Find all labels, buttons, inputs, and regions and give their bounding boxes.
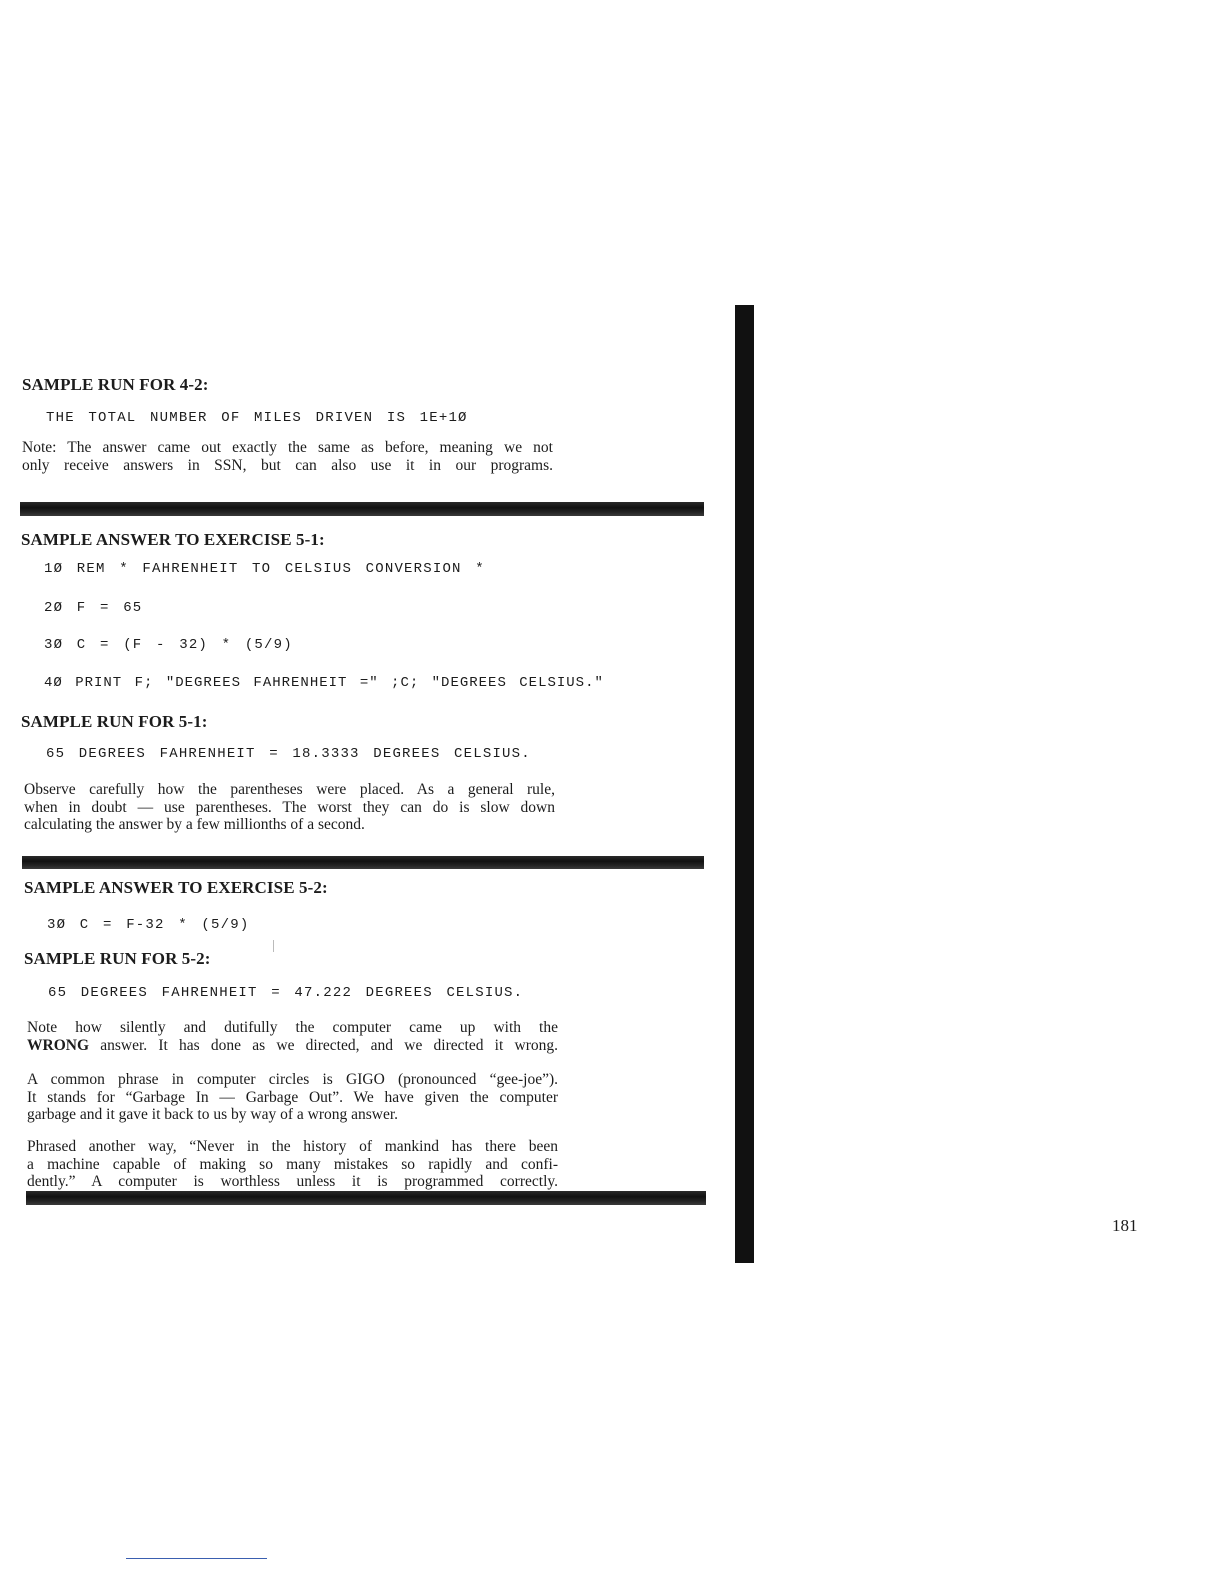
footer-rule bbox=[126, 1558, 267, 1559]
mistakes-line-3: dently.” A computer is worthless unless it is programmed correctly. bbox=[27, 1173, 558, 1190]
section-divider-2 bbox=[22, 856, 704, 869]
parentheses-paragraph bbox=[24, 781, 555, 834]
output-run-5-2: 65 DEGREES FAHRENHEIT = 47.222 DEGREES CELSIUS. bbox=[48, 985, 524, 1001]
section-divider-1 bbox=[20, 502, 704, 516]
section-divider-3 bbox=[26, 1191, 706, 1205]
note-text-1: The answer came out exactly the same as before, meaning we not bbox=[67, 439, 553, 456]
vertical-margin-rule bbox=[735, 305, 754, 1263]
paren-line-2: when in doubt — use parentheses. The worst they can do is slow down bbox=[24, 798, 555, 816]
note-paragraph bbox=[22, 439, 553, 474]
wrong-emphasis: WRONG bbox=[27, 1036, 89, 1054]
stray-mark bbox=[273, 940, 274, 952]
code-line-30-wrong: 3Ø C = F-32 * (5/9) bbox=[47, 917, 250, 933]
mistakes-paragraph bbox=[27, 1138, 558, 1191]
heading-sample-run-4-2: SAMPLE RUN FOR 4-2: bbox=[22, 375, 209, 394]
note-line-1 bbox=[22, 439, 553, 457]
note-line-2: only receive answers in SSN, but can also use it in our programs. bbox=[22, 456, 553, 474]
heading-sample-run-5-1: SAMPLE RUN FOR 5-1: bbox=[21, 712, 208, 731]
wrong-line-2 bbox=[27, 1037, 558, 1055]
gigo-line-3: garbage and it gave it back to us by way of a wrong answer. bbox=[27, 1106, 399, 1123]
paren-line-3: calculating the answer by a few millionths of a second. bbox=[24, 816, 365, 833]
mistakes-line-1: Phrased another way, “Never in the history of mankind has there been bbox=[27, 1138, 558, 1155]
code-line-40: 4Ø PRINT F; "DEGREES FAHRENHEIT =" ;C; "DEGREES CELSIUS." bbox=[44, 675, 604, 691]
heading-sample-run-5-2: SAMPLE RUN FOR 5-2: bbox=[24, 949, 211, 968]
page-number: 181 bbox=[1112, 1216, 1138, 1235]
gigo-line-1: A common phrase in computer circles is GIGO (pronounced “gee-joe”). bbox=[27, 1071, 558, 1088]
gigo-line-2: It stands for “Garbage In — Garbage Out”. We have given the computer bbox=[27, 1088, 558, 1106]
heading-answer-5-1: SAMPLE ANSWER TO EXERCISE 5-1: bbox=[21, 530, 325, 549]
wrong-line-2-rest: answer. It has done as we directed, and we directed it wrong. bbox=[89, 1036, 558, 1054]
paren-line-1: Observe carefully how the parentheses were placed. As a general rule, bbox=[24, 781, 555, 798]
code-line-30: 3Ø C = (F - 32) * (5/9) bbox=[44, 637, 293, 653]
note-label: Note: bbox=[22, 439, 57, 456]
code-line-10: 1Ø REM * FAHRENHEIT TO CELSIUS CONVERSION * bbox=[44, 561, 485, 577]
wrong-line-1: Note how silently and dutifully the computer came up with the bbox=[27, 1019, 558, 1036]
output-run-4-2: THE TOTAL NUMBER OF MILES DRIVEN IS 1E+1Ø bbox=[46, 410, 468, 426]
heading-answer-5-2: SAMPLE ANSWER TO EXERCISE 5-2: bbox=[24, 878, 328, 897]
code-line-20: 2Ø F = 65 bbox=[44, 600, 143, 616]
gigo-paragraph bbox=[27, 1071, 558, 1124]
output-run-5-1: 65 DEGREES FAHRENHEIT = 18.3333 DEGREES CELSIUS. bbox=[46, 746, 531, 762]
wrong-answer-paragraph bbox=[27, 1019, 558, 1054]
mistakes-line-2: a machine capable of making so many mistakes so rapidly and confi- bbox=[27, 1155, 558, 1173]
